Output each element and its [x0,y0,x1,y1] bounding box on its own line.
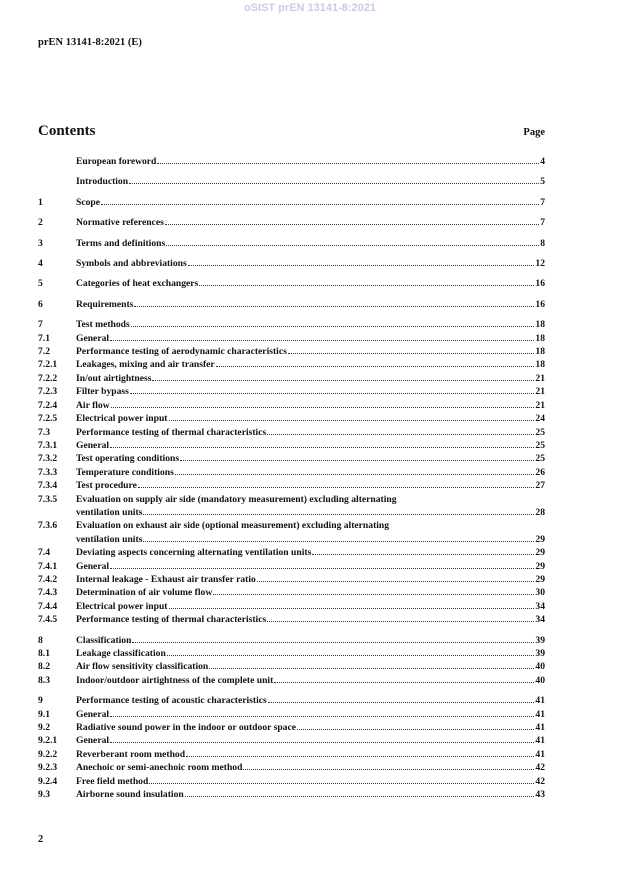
toc-entry-title: General [76,735,110,747]
toc-entry[interactable] [38,586,545,599]
toc-entry-number: 7.2.1 [38,359,58,371]
toc-entry-page: 25 [535,426,545,438]
leader-dots [134,306,534,307]
toc-entry-title: In/out airtightness [76,372,152,384]
toc-entry-page: 12 [535,258,545,270]
toc-entry-title: European foreword [76,156,157,167]
toc-entry-number: 7.2.5 [38,413,58,425]
toc-entry-page: 41 [535,708,545,720]
leader-dots [132,642,534,643]
toc-entry-number: 7.3 [38,426,50,438]
leader-dots [186,756,534,757]
contents-heading [38,123,545,140]
toc-entry-title: Categories of heat exchangers [76,278,199,290]
toc-entry-page: 18 [535,346,545,358]
toc-entry-number: 7.3.3 [38,466,58,478]
toc-entry[interactable] [38,399,545,412]
toc-entry[interactable] [38,426,545,439]
toc-entry-page: 43 [535,789,545,801]
toc-entry-page: 41 [535,722,545,734]
toc-entry-page: 29 [535,547,545,559]
toc-entry-title: Evaluation on exhaust air side (optional measurement) excluding alternating [76,520,390,532]
toc-entry[interactable] [38,660,545,673]
leader-dots [167,655,535,656]
leader-dots [143,514,534,515]
toc-entry[interactable] [38,519,545,546]
toc-entry-page: 7 [540,196,545,208]
leader-dots [268,702,535,703]
toc-entry[interactable] [38,466,545,479]
toc-entry-page: 21 [535,372,545,384]
leader-dots [216,366,535,367]
toc-entry-page: 16 [535,278,545,290]
toc-entry-number: 7.2 [38,346,50,358]
toc-entry-page: 21 [535,399,545,411]
toc-entry-page: 8 [540,237,545,249]
toc-entry-title: General [76,708,110,720]
leader-dots [175,474,535,475]
toc-entry-number: 7.4.4 [38,600,58,612]
toc-entry-page: 5 [540,176,545,188]
leader-dots [129,183,539,184]
leader-dots [110,340,534,341]
toc-entry-number: 7 [38,319,43,331]
toc-entry[interactable] [38,560,545,573]
toc-entry-title: General [76,439,110,451]
leader-dots [166,245,539,246]
toc-entry[interactable] [38,196,545,209]
table-of-contents [38,155,545,808]
toc-entry-page: 18 [535,359,545,371]
toc-entry-number: 8.1 [38,648,50,659]
toc-group [38,694,545,801]
contents-title: Contents [38,123,96,139]
toc-entry-number: 7.4.3 [38,587,58,599]
toc-entry-number: 1 [38,196,43,208]
toc-group [38,257,545,270]
toc-entry-number: 9.2.2 [38,748,58,760]
toc-entry-page: 25 [535,453,545,465]
toc-entry-number: 7.3.4 [38,480,58,492]
leader-dots [312,554,534,555]
toc-entry-page: 4 [540,156,545,167]
toc-entry-page: 34 [535,614,545,626]
toc-entry[interactable] [38,318,545,331]
toc-entry-title: Air flow sensitivity classification [76,661,209,673]
toc-entry-title: Determination of air volume flow [76,587,213,599]
toc-entry-title: Introduction [76,176,129,188]
leader-dots [267,621,534,622]
watermark: oSIST prEN 13141-8:2021 [243,2,377,14]
leader-dots [110,568,534,569]
toc-entry-number: 4 [38,258,43,270]
toc-entry[interactable] [38,694,545,707]
toc-entry-page: 21 [535,386,545,398]
leader-dots [130,393,535,394]
toc-entry[interactable] [38,155,545,168]
toc-entry[interactable] [38,277,545,290]
toc-entry-title: Symbols and abbreviations [76,258,187,270]
toc-entry-title: Requirements [76,298,134,310]
toc-entry-title: Test procedure [76,480,137,492]
toc-entry-page: 39 [535,648,545,659]
toc-entry-number: 7.2.3 [38,386,58,398]
toc-entry-title: Reverberant room method [76,748,186,760]
toc-entry-title: Electrical power input [76,413,168,425]
toc-group [38,634,545,688]
leader-dots [165,224,539,225]
toc-entry-number: 8 [38,634,43,646]
toc-entry-title: ventilation units [76,533,143,545]
toc-entry-number: 8.3 [38,674,50,686]
toc-entry[interactable] [38,412,545,425]
toc-entry-page: 29 [535,573,545,585]
page-number: 2 [38,834,44,845]
toc-entry-number: 7.1 [38,332,50,344]
toc-entry-page: 26 [535,466,545,478]
toc-entry-page: 29 [535,560,545,572]
toc-entry-page: 30 [535,587,545,599]
toc-entry-number: 7.3.6 [38,520,58,532]
toc-entry[interactable] [38,613,545,626]
leader-dots [131,326,535,327]
toc-group [38,277,545,290]
toc-entry-title: Evaluation on supply air side (mandatory measurement) excluding alternating [76,493,397,505]
toc-entry-page: 42 [535,762,545,774]
toc-entry-title: Electrical power input [76,600,168,612]
leader-dots [297,729,534,730]
leader-dots [188,265,535,266]
toc-entry-title: Temperature conditions [76,466,174,478]
toc-entry[interactable] [38,600,545,613]
toc-entry[interactable] [38,358,545,371]
toc-entry-number: 7.3.5 [38,493,58,505]
toc-entry[interactable] [38,216,545,229]
toc-entry-number: 7.3.2 [38,453,58,465]
toc-entry-title: Free field method [76,775,149,787]
toc-entry[interactable] [38,573,545,586]
toc-entry-title: Test operating conditions [76,453,180,465]
toc-entry-title: ventilation units [76,506,143,518]
toc-entry-title: Air flow [76,399,110,411]
toc-entry[interactable] [38,372,545,385]
leader-dots [110,742,534,743]
toc-entry[interactable] [38,385,545,398]
toc-entry-page: 27 [535,480,545,492]
toc-entry-title: Performance testing of acoustic characteristics [76,695,267,707]
toc-entry-title: Internal leakage - Exhaust air transfer ratio [76,573,256,585]
leader-dots [209,668,534,669]
toc-entry[interactable] [38,634,545,647]
toc-entry-page: 41 [535,735,545,747]
toc-entry[interactable] [38,345,545,358]
toc-entry-title: Test methods [76,319,130,331]
page-column-label: Page [523,127,545,138]
toc-entry-number: 5 [38,278,43,290]
toc-entry-number: 9.2.4 [38,775,58,787]
toc-entry-page: 41 [535,748,545,760]
toc-entry-page: 18 [535,319,545,331]
toc-entry[interactable] [38,452,545,465]
toc-entry-title: Scope [76,196,100,208]
toc-entry-number: 7.3.1 [38,439,58,451]
toc-entry-page: 18 [535,332,545,344]
toc-entry-number: 6 [38,298,43,310]
leader-dots [143,541,534,542]
toc-entry-title: Deviating aspects concerning alternating ventilation units [76,547,312,559]
toc-entry-number: 7.4 [38,547,50,559]
toc-entry-title: Classification [76,634,132,646]
leader-dots [169,420,535,421]
leader-dots [138,487,535,488]
toc-entry-page: 42 [535,775,545,787]
leader-dots [243,769,534,770]
toc-entry[interactable] [38,647,545,660]
toc-group [38,318,545,626]
toc-entry-title: Airborne sound insulation [76,789,184,801]
toc-entry-number: 2 [38,217,43,229]
leader-dots [157,163,539,164]
toc-entry-number: 7.4.1 [38,560,58,572]
toc-entry-page: 25 [535,439,545,451]
toc-entry-page: 16 [535,298,545,310]
toc-entry-number: 9.2 [38,722,50,734]
toc-entry-page: 28 [535,506,545,518]
toc-entry-title: General [76,332,110,344]
toc-entry-title: Anechoic or semi-anechoic room method [76,762,243,774]
toc-entry[interactable] [38,237,545,250]
toc-group [38,175,545,188]
toc-entry-page: 29 [535,533,545,545]
toc-entry-number: 7.2.2 [38,372,58,384]
toc-entry[interactable] [38,775,545,788]
toc-entry[interactable] [38,546,545,559]
toc-entry-page: 39 [535,634,545,646]
toc-group [38,196,545,209]
toc-entry-number: 9.2.1 [38,735,58,747]
toc-entry[interactable] [38,175,545,188]
toc-entry[interactable] [38,708,545,721]
toc-entry[interactable] [38,479,545,492]
leader-dots [110,447,534,448]
toc-entry-title: Terms and definitions [76,237,166,249]
toc-group [38,298,545,311]
document-id-header: prEN 13141-8:2021 (E) [38,37,142,48]
toc-entry[interactable] [38,761,545,774]
toc-entry[interactable] [38,721,545,734]
leader-dots [180,460,534,461]
leader-dots [257,581,535,582]
leader-dots [149,783,534,784]
toc-group [38,237,545,250]
leader-dots [213,594,534,595]
toc-entry[interactable] [38,439,545,452]
toc-entry-title: Indoor/outdoor airtightness of the complete unit [76,674,274,686]
leader-dots [110,716,534,717]
toc-entry[interactable] [38,674,545,687]
toc-entry-number: 8.2 [38,661,50,673]
toc-entry-number: 7.2.4 [38,399,58,411]
toc-group [38,155,545,168]
toc-entry-number: 9.3 [38,789,50,801]
toc-entry[interactable] [38,298,545,311]
leader-dots [185,796,535,797]
toc-entry-title: Performance testing of aerodynamic characteristics [76,346,287,358]
toc-entry-title: Performance testing of thermal characteristics [76,426,267,438]
toc-entry-page: 24 [535,413,545,425]
leader-dots [152,380,534,381]
toc-entry-title: General [76,560,110,572]
toc-entry-title: Performance testing of thermal characteristics [76,614,267,626]
toc-entry-title: Radiative sound power in the indoor or outdoor space [76,722,296,734]
leader-dots [274,682,534,683]
toc-entry[interactable] [38,257,545,270]
leader-dots [267,434,534,435]
toc-entry-number: 3 [38,237,43,249]
leader-dots [111,407,535,408]
toc-entry[interactable] [38,493,545,520]
toc-entry-title: Leakage classification [76,648,166,659]
toc-entry-number: 9 [38,695,43,707]
toc-entry-page: 7 [540,217,545,229]
toc-entry-title: Leakages, mixing and air transfer [76,359,215,371]
toc-entry[interactable] [38,788,545,801]
toc-entry[interactable] [38,748,545,761]
leader-dots [169,608,535,609]
toc-entry-title: Normative references [76,217,164,229]
toc-entry-number: 9.1 [38,708,50,720]
leader-dots [101,204,539,205]
leader-dots [199,285,534,286]
toc-entry-number: 7.4.5 [38,614,58,626]
toc-entry-page: 34 [535,600,545,612]
toc-entry-page: 40 [535,674,545,686]
toc-entry-number: 9.2.3 [38,762,58,774]
toc-entry-number: 7.4.2 [38,573,58,585]
toc-entry-page: 40 [535,661,545,673]
toc-entry[interactable] [38,734,545,747]
toc-entry[interactable] [38,332,545,345]
leader-dots [288,353,535,354]
toc-entry-page: 41 [535,695,545,707]
toc-group [38,216,545,229]
toc-entry-title: Filter bypass [76,386,129,398]
